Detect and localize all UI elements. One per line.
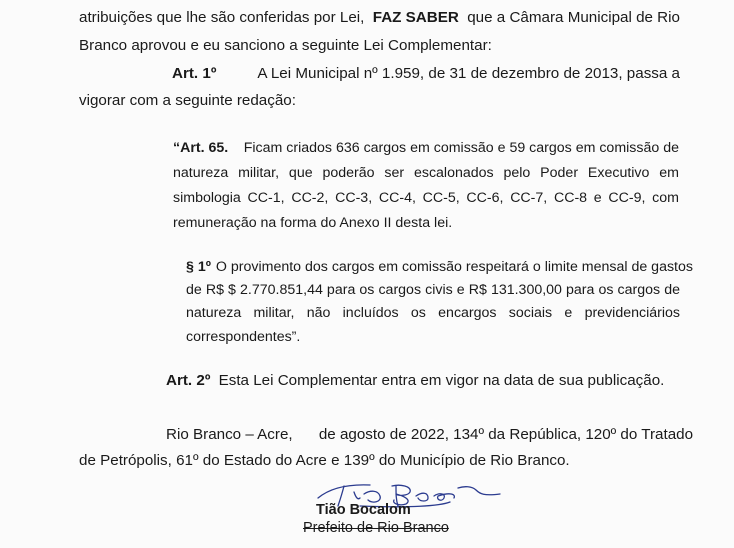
art1-line-1: [172, 64, 680, 84]
par1-text-1: O provimento dos cargos em comissão respeitará o limite mensal de gastos: [215, 259, 693, 275]
par1-label: § 1º: [186, 259, 211, 275]
par1-line-4: correspondentes”.: [186, 329, 301, 345]
par1-line-1: [186, 257, 693, 277]
art2-label: Art. 2º: [166, 372, 211, 389]
art65-text-1: Ficam criados 636 cargos em comissão e 59 cargos em comissão de: [243, 140, 679, 156]
art1-text: A Lei Municipal nº 1.959, de 31 de dezembro de 2013, passa a: [257, 65, 680, 82]
signer-title: Prefeito de Rio Branco: [303, 520, 449, 536]
art65-line-4: remuneração na forma do Anexo II desta lei.: [173, 215, 453, 231]
art65-line-1: [173, 138, 679, 158]
intro-line-1: [79, 8, 680, 28]
closing-line-1: [166, 425, 693, 445]
art65-label: “Art. 65.: [173, 140, 229, 156]
art1-line-2: vigorar com a seguinte redação:: [79, 92, 296, 109]
art65-line-2: natureza militar, que poderão ser escalonados pelo Poder Executivo em: [173, 165, 679, 181]
intro-text-post: que a Câmara Municipal de Rio: [467, 9, 680, 26]
art2-text: Esta Lei Complementar entra em vigor na data de sua publicação.: [218, 372, 665, 389]
intro-line-2: Branco aprovou e eu sanciono a seguinte Lei Complementar:: [79, 37, 492, 54]
par1-line-3: natureza militar, não incluídos os encargos sociais e previdenciários: [186, 305, 680, 321]
art1-label: Art. 1º: [172, 65, 217, 82]
art2-line: [166, 371, 664, 391]
closing-date: de agosto de 2022, 134º da República, 120º do Tratado: [318, 426, 694, 443]
closing-line-2: de Petrópolis, 61º do Estado do Acre e 139º do Município de Rio Branco.: [79, 452, 570, 469]
intro-text-pre: atribuições que lhe são conferidas por Lei,: [79, 9, 365, 26]
par1-line-2: de R$ $ 2.770.851,44 para os cargos civis e R$ 131.300,00 para os cargos de: [186, 282, 680, 298]
closing-place: Rio Branco – Acre,: [166, 426, 293, 443]
art65-line-3: simbologia CC-1, CC-2, CC-3, CC-4, CC-5, CC-6, CC-7, CC-8 e CC-9, com: [173, 190, 679, 206]
signer-name: Tião Bocalom: [316, 502, 411, 518]
faz-saber: FAZ SABER: [372, 9, 459, 26]
